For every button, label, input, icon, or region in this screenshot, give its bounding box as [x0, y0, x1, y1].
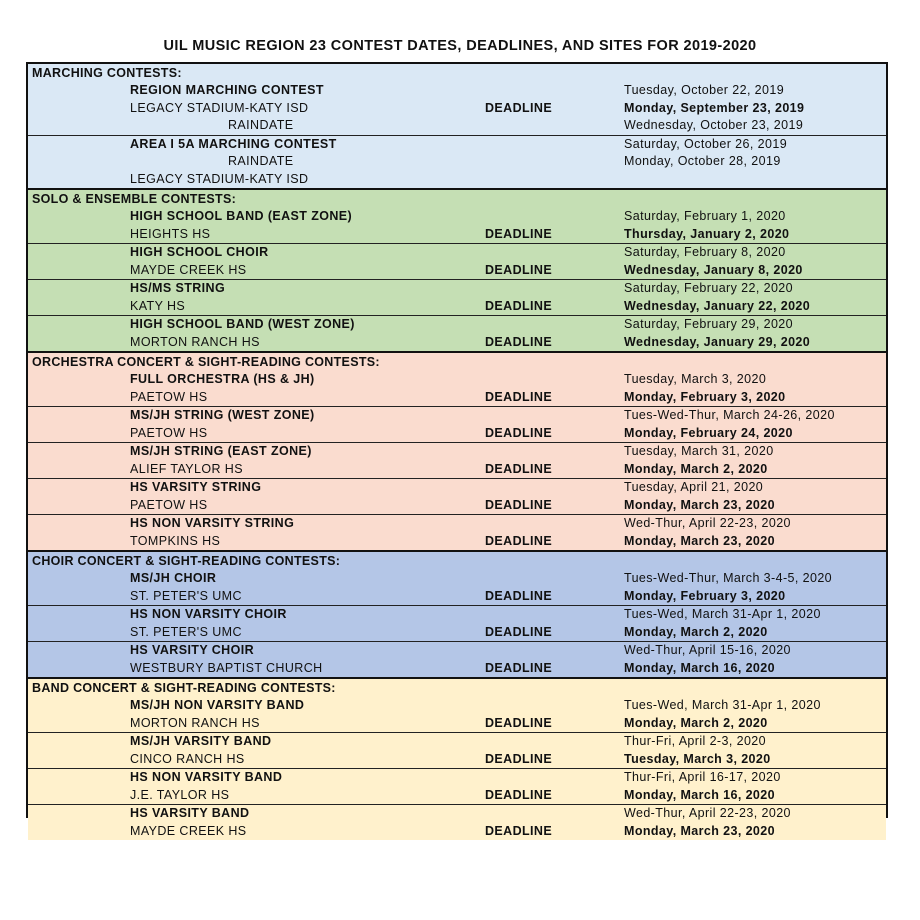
deadline-label: DEADLINE	[485, 497, 553, 512]
contest-site: LEGACY STADIUM-KATY ISD	[130, 171, 309, 186]
table-row	[28, 117, 886, 135]
contest-group	[28, 64, 886, 135]
contest-date: Tues-Wed-Thur, March 24-26, 2020	[624, 408, 835, 422]
table-row	[28, 660, 886, 678]
section-header: CHOIR CONCERT & SIGHT-READING CONTESTS:	[32, 554, 341, 568]
contest-date: Wed-Thur, April 22-23, 2020	[624, 516, 791, 530]
contest-site: MAYDE CREEK HS	[130, 262, 247, 277]
deadline-date: Monday, February 3, 2020	[624, 389, 786, 404]
deadline-label: DEADLINE	[485, 751, 553, 766]
table-row	[28, 497, 886, 515]
table-row	[28, 82, 886, 100]
contest-date: Saturday, February 1, 2020	[624, 209, 786, 223]
contest-date: Tuesday, April 21, 2020	[624, 480, 764, 494]
contest-group	[28, 188, 886, 243]
contest-name: HIGH SCHOOL CHOIR	[130, 245, 269, 259]
contest-group	[28, 804, 886, 840]
deadline-date: Wednesday, January 8, 2020	[624, 262, 803, 277]
contest-name: HS NON VARSITY CHOIR	[130, 607, 287, 621]
contest-site: TOMPKINS HS	[130, 533, 221, 548]
deadline-label: DEADLINE	[485, 226, 553, 241]
contest-date: Wed-Thur, April 15-16, 2020	[624, 643, 791, 657]
contest-date: Thur-Fri, April 16-17, 2020	[624, 770, 781, 784]
table-row	[28, 371, 886, 389]
section-header: SOLO & ENSEMBLE CONTESTS:	[32, 192, 237, 206]
deadline-date: Monday, March 2, 2020	[624, 461, 768, 476]
contest-group	[28, 514, 886, 550]
contest-name: HS NON VARSITY BAND	[130, 770, 283, 784]
contest-group	[28, 279, 886, 315]
contest-date: Tues-Wed, March 31-Apr 1, 2020	[624, 607, 821, 621]
contest-site: MAYDE CREEK HS	[130, 823, 247, 838]
table-row	[28, 334, 886, 352]
table-row	[28, 425, 886, 443]
table-row	[28, 642, 886, 660]
deadline-label: DEADLINE	[485, 334, 553, 349]
contest-site: PAETOW HS	[130, 425, 208, 440]
contest-date: Saturday, February 22, 2020	[624, 281, 793, 295]
table-row	[28, 389, 886, 407]
table-row	[28, 461, 886, 479]
deadline-date: Monday, March 23, 2020	[624, 497, 775, 512]
contest-site: PAETOW HS	[130, 389, 208, 404]
table-row	[28, 805, 886, 823]
contest-site: HEIGHTS HS	[130, 226, 211, 241]
table-row	[28, 515, 886, 533]
contest-name: FULL ORCHESTRA (HS & JH)	[130, 372, 315, 386]
contest-date: Tuesday, March 3, 2020	[624, 372, 767, 386]
contest-group	[28, 243, 886, 279]
contest-name: AREA I 5A MARCHING CONTEST	[130, 136, 337, 151]
contest-name: REGION MARCHING CONTEST	[130, 83, 324, 97]
table-row	[28, 298, 886, 316]
deadline-date: Monday, February 24, 2020	[624, 425, 793, 440]
contest-date: Tuesday, October 22, 2019	[624, 83, 785, 97]
table-row	[28, 697, 886, 715]
contest-site: KATY HS	[130, 298, 186, 313]
table-row	[28, 823, 886, 841]
page-title: UIL MUSIC REGION 23 CONTEST DATES, DEADLINES, AND SITES FOR 2019-2020	[163, 38, 757, 54]
table-row	[28, 787, 886, 805]
deadline-label: DEADLINE	[485, 389, 553, 404]
deadline-date: Monday, September 23, 2019	[624, 100, 805, 115]
table-row	[28, 208, 886, 226]
deadline-label: DEADLINE	[485, 660, 553, 675]
table-row	[28, 751, 886, 769]
table-row	[28, 479, 886, 497]
table-row	[28, 624, 886, 642]
deadline-date: Monday, March 16, 2020	[624, 787, 775, 802]
contest-group	[28, 768, 886, 804]
contest-group	[28, 550, 886, 605]
contest-date: Monday, October 28, 2019	[624, 154, 781, 168]
table-row	[28, 153, 886, 171]
contest-name: HS NON VARSITY STRING	[130, 516, 295, 530]
contest-site: CINCO RANCH HS	[130, 751, 245, 766]
contest-group	[28, 641, 886, 677]
contest-group	[28, 135, 886, 189]
contest-name: MS/JH CHOIR	[130, 571, 217, 585]
deadline-label: DEADLINE	[485, 425, 553, 440]
contest-date: Saturday, February 29, 2020	[624, 317, 793, 331]
contest-site: MORTON RANCH HS	[130, 715, 260, 730]
contest-name: HIGH SCHOOL BAND (WEST ZONE)	[130, 317, 355, 331]
contest-group	[28, 732, 886, 768]
table-row	[28, 733, 886, 751]
deadline-date: Monday, March 23, 2020	[624, 823, 775, 838]
contest-date: Wed-Thur, April 22-23, 2020	[624, 806, 791, 820]
deadline-date: Thursday, January 2, 2020	[624, 226, 790, 241]
contest-site: ST. PETER'S UMC	[130, 588, 242, 603]
contest-group	[28, 677, 886, 732]
section-header: MARCHING CONTESTS:	[32, 66, 182, 80]
deadline-date: Monday, March 23, 2020	[624, 533, 775, 548]
table-row	[28, 100, 886, 118]
table-row	[28, 280, 886, 298]
deadline-date: Monday, March 2, 2020	[624, 715, 768, 730]
deadline-label: DEADLINE	[485, 715, 553, 730]
table-row	[28, 262, 886, 280]
table-row	[28, 407, 886, 425]
contest-group	[28, 351, 886, 406]
contest-date: Tues-Wed-Thur, March 3-4-5, 2020	[624, 571, 833, 585]
contest-group	[28, 605, 886, 641]
deadline-date: Wednesday, January 29, 2020	[624, 334, 811, 349]
deadline-label: DEADLINE	[485, 823, 553, 838]
deadline-date: Monday, March 16, 2020	[624, 660, 775, 675]
table-row	[28, 769, 886, 787]
contest-date: Thur-Fri, April 2-3, 2020	[624, 734, 766, 748]
deadline-date: Tuesday, March 3, 2020	[624, 751, 771, 766]
contest-schedule-table	[26, 62, 888, 838]
deadline-label: DEADLINE	[485, 262, 553, 277]
deadline-label: DEADLINE	[485, 461, 553, 476]
contest-name: HS VARSITY BAND	[130, 806, 250, 820]
contest-name: MS/JH STRING (EAST ZONE)	[130, 444, 312, 458]
contest-name: HIGH SCHOOL BAND (EAST ZONE)	[130, 209, 353, 223]
deadline-label: DEADLINE	[485, 588, 553, 603]
contest-date: Saturday, February 8, 2020	[624, 245, 786, 259]
table-row	[28, 226, 886, 244]
deadline-date: Monday, March 2, 2020	[624, 624, 768, 639]
table-row	[28, 244, 886, 262]
section-header: BAND CONCERT & SIGHT-READING CONTESTS:	[32, 681, 336, 695]
table-row	[28, 533, 886, 551]
contest-group	[28, 478, 886, 514]
section-header: ORCHESTRA CONCERT & SIGHT-READING CONTESTS:	[32, 355, 380, 369]
table-row	[28, 316, 886, 334]
deadline-label: DEADLINE	[485, 624, 553, 639]
contest-site: ALIEF TAYLOR HS	[130, 461, 243, 476]
contest-group	[28, 406, 886, 442]
table-row	[28, 136, 886, 154]
table-row	[28, 588, 886, 606]
raindate-label: RAINDATE	[228, 118, 294, 132]
contest-site: ST. PETER'S UMC	[130, 624, 242, 639]
deadline-date: Monday, February 3, 2020	[624, 588, 786, 603]
contest-site: LEGACY STADIUM-KATY ISD	[130, 100, 309, 115]
contest-name: HS/MS STRING	[130, 281, 226, 295]
contest-name: MS/JH VARSITY BAND	[130, 734, 272, 748]
deadline-label: DEADLINE	[485, 787, 553, 802]
table-row	[28, 715, 886, 733]
contest-site: J.E. TAYLOR HS	[130, 787, 230, 802]
contest-name: HS VARSITY STRING	[130, 480, 262, 494]
table-row	[28, 570, 886, 588]
table-row	[28, 606, 886, 624]
contest-group	[28, 442, 886, 478]
contest-name: MS/JH STRING (WEST ZONE)	[130, 408, 315, 422]
contest-name: MS/JH NON VARSITY BAND	[130, 698, 305, 712]
contest-name: HS VARSITY CHOIR	[130, 643, 255, 657]
contest-site: MORTON RANCH HS	[130, 334, 260, 349]
contest-date: Wednesday, October 23, 2019	[624, 118, 804, 132]
table-row	[28, 443, 886, 461]
deadline-date: Wednesday, January 22, 2020	[624, 298, 811, 313]
raindate-label: RAINDATE	[228, 154, 294, 168]
deadline-label: DEADLINE	[485, 298, 553, 313]
contest-date: Saturday, October 26, 2019	[624, 136, 788, 151]
deadline-label: DEADLINE	[485, 100, 553, 115]
deadline-label: DEADLINE	[485, 533, 553, 548]
contest-date: Tues-Wed, March 31-Apr 1, 2020	[624, 698, 821, 712]
contest-site: PAETOW HS	[130, 497, 208, 512]
contest-site: WESTBURY BAPTIST CHURCH	[130, 660, 323, 675]
contest-date: Tuesday, March 31, 2020	[624, 444, 774, 458]
contest-group	[28, 315, 886, 351]
table-row	[28, 171, 886, 189]
